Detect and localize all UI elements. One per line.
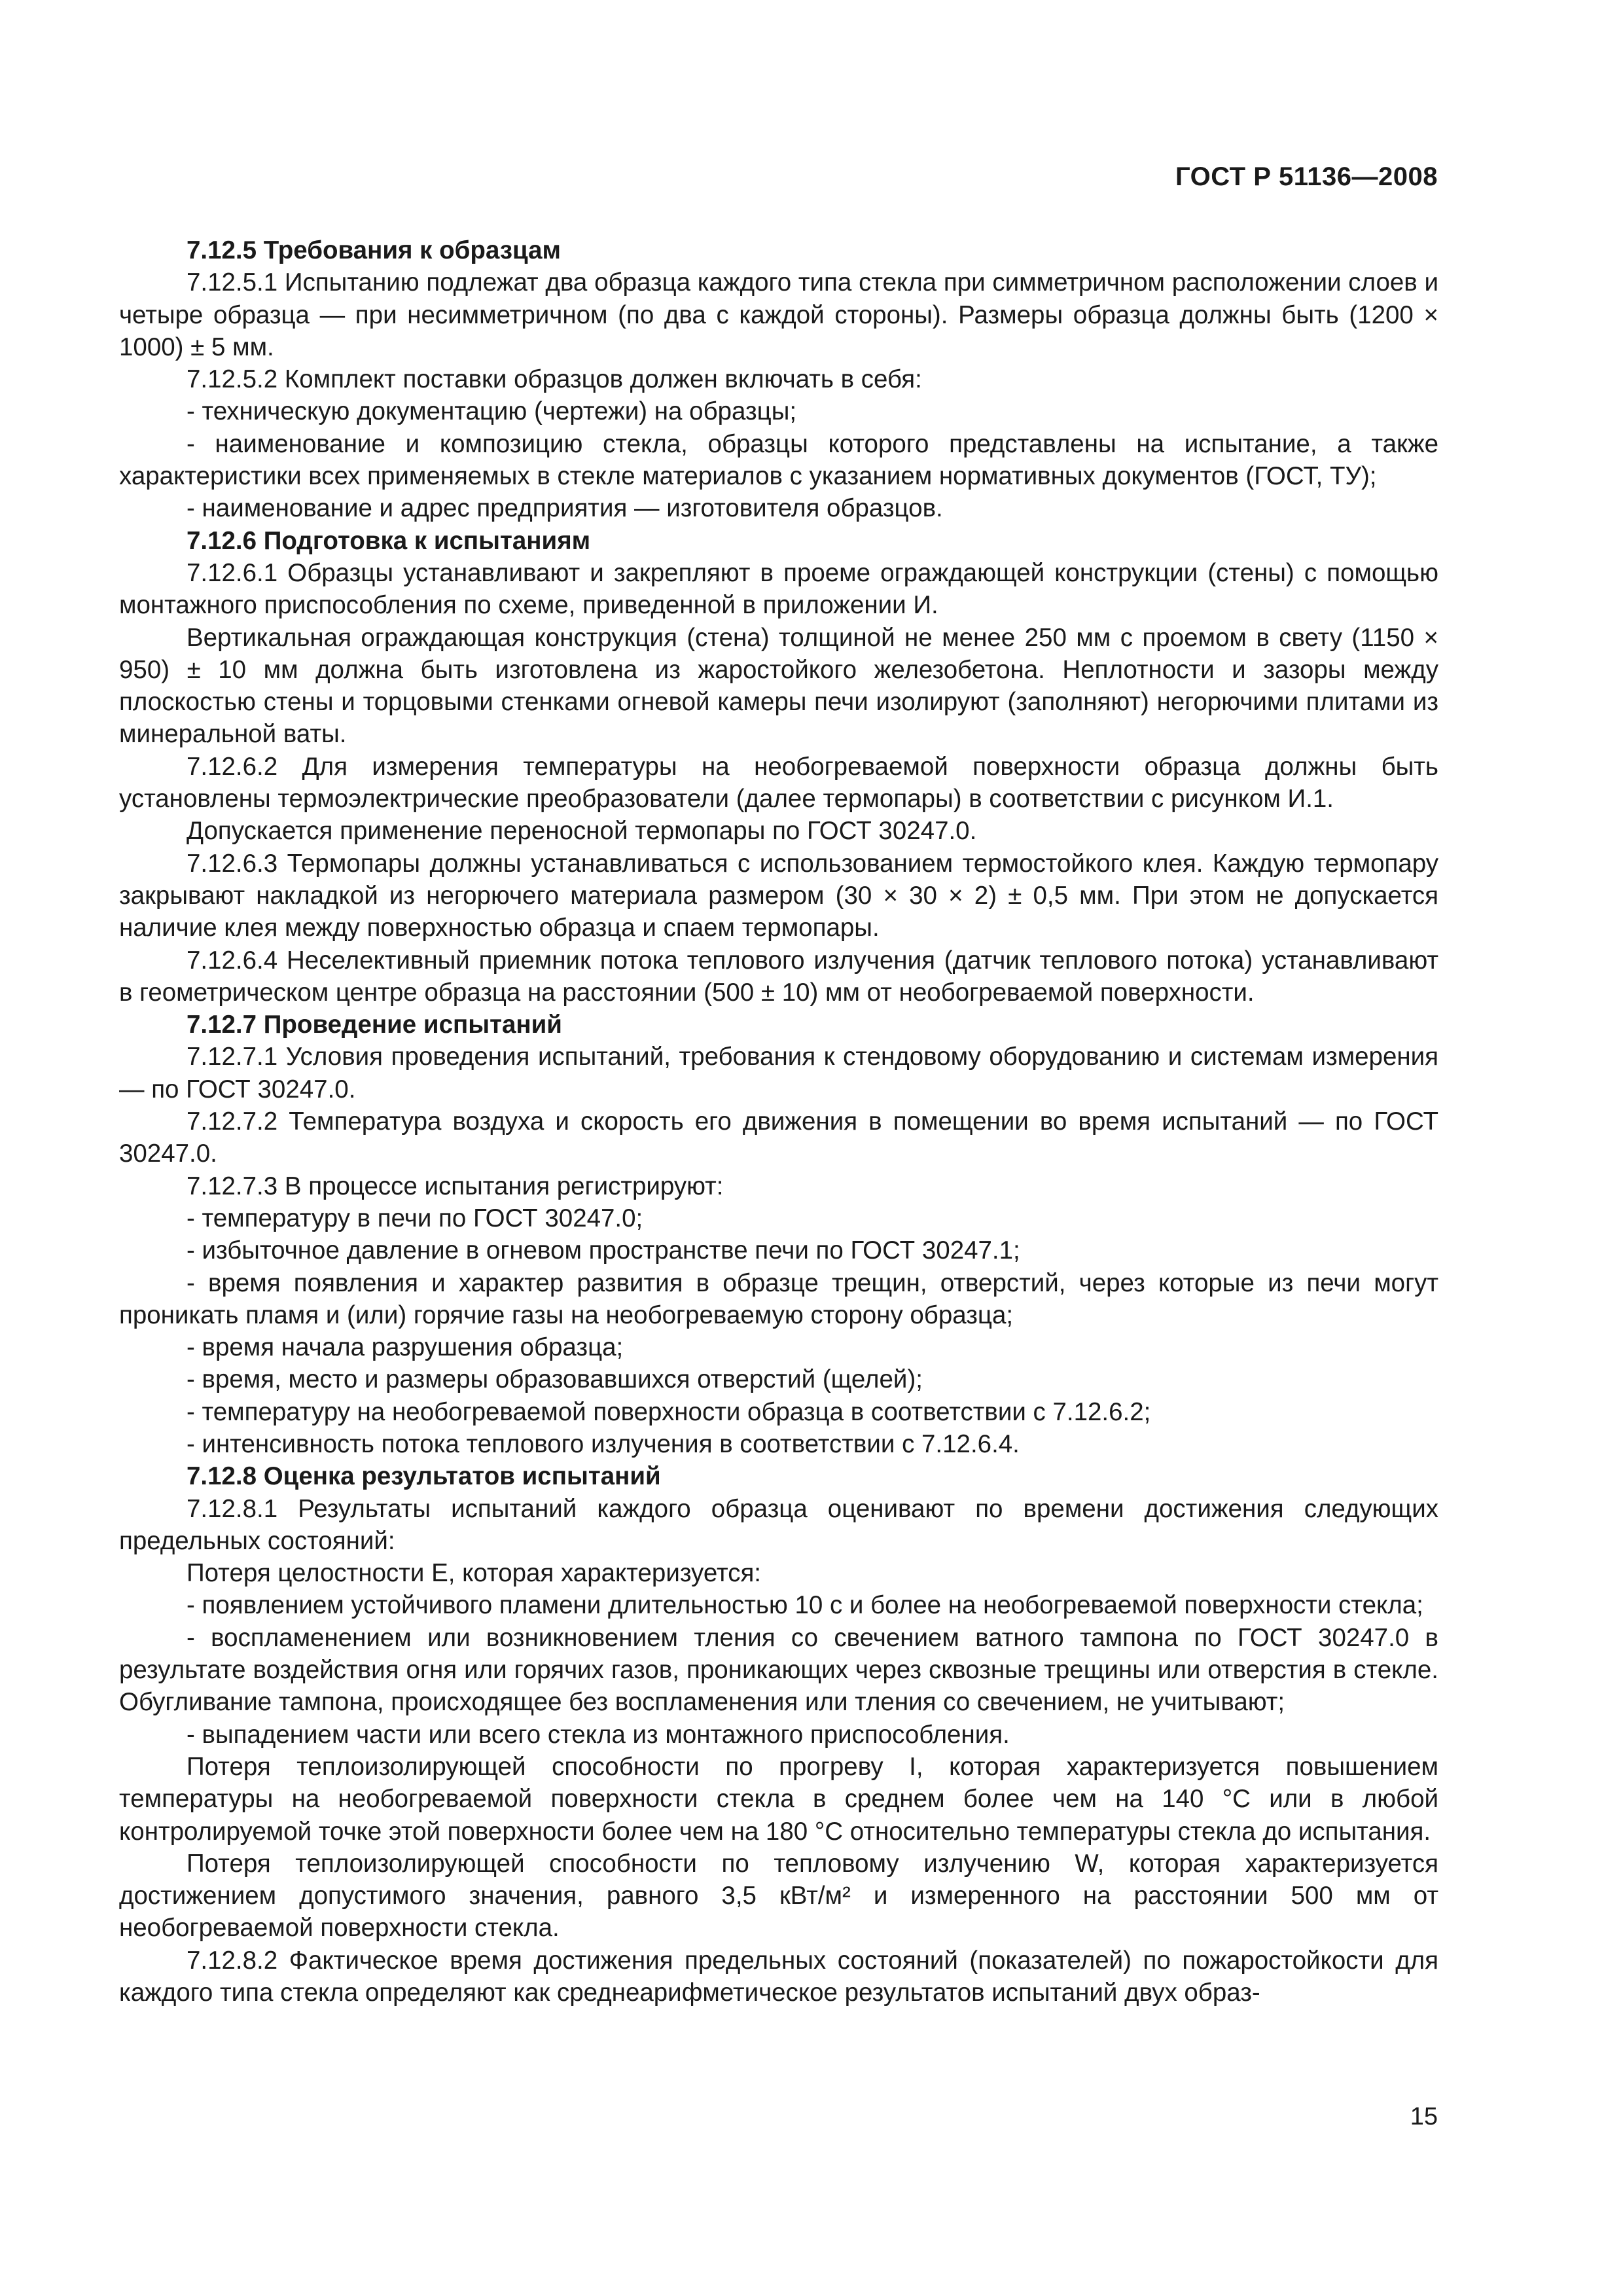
paragraph: 7.12.6.1 Образцы устанавливают и закрепляют в проеме ограждающей конструкции (стены) с помощью монтажного приспособления по схеме, приведенной в приложении И. (119, 558, 1438, 620)
list-item: - время появления и характер развития в образце трещин, отверстий, через которые из печи могут проникать пламя и (или) горячие газы на необогреваемую сторону образца; (119, 1268, 1438, 1329)
list-item: - техническую документацию (чертежи) на образцы; (187, 397, 797, 426)
list-item: - выпадением части или всего стекла из монтажного приспособления. (187, 1720, 1010, 1749)
list-item: - появлением устойчивого пламени длительностью 10 с и более на необогреваемой поверхности стекла; (187, 1591, 1423, 1620)
paragraph: Допускается применение переносной термопары по ГОСТ 30247.0. (187, 817, 977, 846)
paragraph: 7.12.5.1 Испытанию подлежат два образца каждого типа стекла при симметричном расположении слоев и четыре образца — при несимметричном (по два с каждой стороны). Размеры образца должны быть (1200 × 1000) ± 5 мм. (119, 268, 1438, 361)
paragraph: 7.12.6.3 Термопары должны устанавливаться с использованием термостойкого клея. Каждую термопару закрывают накладкой из негорючего материала размером (30 × 30 × 2) ± 0,5 мм. При этом не допускается наличие клея между поверхностью образца и спаем термопары. (119, 849, 1438, 942)
paragraph: Потеря теплоизолирующей способности по тепловому излучению W, которая характеризуется достижением допустимого значения, равного 3,5 кВт/м² и измеренного на расстоянии 500 мм от необогреваемой поверхности стекла. (119, 1849, 1438, 1943)
page-number: 15 (1410, 2103, 1438, 2130)
section-heading: 7.12.6 Подготовка к испытаниям (187, 526, 591, 555)
list-item: - интенсивность потока теплового излучения в соответствии с 7.12.6.4. (187, 1429, 1020, 1458)
paragraph: 7.12.6.2 Для измерения температуры на необогреваемой поверхности образца должны быть установлены термоэлектрические преобразователи (далее термопары) в соответствии с рисунком И.1. (119, 752, 1438, 814)
list-item: - температуру на необогреваемой поверхности образца в соответствии с 7.12.6.2; (187, 1397, 1151, 1426)
paragraph: Вертикальная ограждающая конструкция (стена) толщиной не менее 250 мм с проемом в свету (1150 × 950) ± 10 мм должна быть изготовлена из жаростойкого железобетона. Неплотности и зазоры между плоскостью стены и торцовыми стенками огневой камеры печи изолируют (заполняют) негорючими плитами из минеральной ваты. (119, 623, 1438, 749)
document-body (119, 234, 1438, 2009)
paragraph: 7.12.8.1 Результаты испытаний каждого образца оценивают по времени достижения следующих предельных состояний: (119, 1494, 1438, 1555)
list-item: - температуру в печи по ГОСТ 30247.0; (187, 1204, 643, 1232)
paragraph: 7.12.6.4 Неселективный приемник потока теплового излучения (датчик теплового потока) устанавливают в геометрическом центре образца на расстоянии (500 ± 10) мм от необогреваемой поверхности. (119, 946, 1438, 1007)
paragraph: 7.12.8.2 Фактическое время достижения предельных состояний (показателей) по пожаростойкости для каждого типа стекла определяют как среднеарифметическое результатов испытаний двух образ- (119, 1946, 1438, 2007)
list-item: - избыточное давление в огневом пространстве печи по ГОСТ 30247.1; (187, 1236, 1020, 1265)
section-heading: 7.12.8 Оценка результатов испытаний (187, 1462, 661, 1491)
paragraph: 7.12.7.2 Температура воздуха и скорость его движения в помещении во время испытаний — по ГОСТ 30247.0. (119, 1107, 1438, 1168)
paragraph: 7.12.7.1 Условия проведения испытаний, требования к стендовому оборудованию и системам измерения — по ГОСТ 30247.0. (119, 1043, 1438, 1103)
paragraph: Потеря теплоизолирующей способности по прогреву I, которая характеризуется повышением температуры на необогреваемой поверхности стекла в среднем более чем на 140 °С или в любой контролируемой точке этой поверхности более чем на 180 °С относительно температуры стекла до испытания. (119, 1752, 1438, 1846)
section-heading: 7.12.5 Требования к образцам (187, 236, 561, 264)
section-heading: 7.12.7 Проведение испытаний (187, 1011, 562, 1039)
list-item: - время, место и размеры образовавшихся отверстий (щелей); (187, 1365, 923, 1394)
paragraph: 7.12.7.3 В процессе испытания регистрируют: (187, 1172, 724, 1200)
paragraph: 7.12.5.2 Комплект поставки образцов должен включать в себя: (187, 365, 922, 394)
paragraph: Потеря целостности E, которая характеризуется: (187, 1559, 761, 1588)
document-code: ГОСТ Р 51136—2008 (1175, 162, 1438, 191)
list-item: - наименование и адрес предприятия — изготовителя образцов. (187, 494, 943, 523)
list-item: - время начала разрушения образца; (187, 1333, 624, 1362)
list-item: - воспламенением или возникновением тления со свечением ватного тампона по ГОСТ 30247.0 в результате воздействия огня или горячих газов, проникающих через сквозные трещины или отверстия в стекле. Обугливание тампона, происходящее без воспламенения или тления со свечением, не учитывают; (119, 1623, 1438, 1717)
list-item: - наименование и композицию стекла, образцы которого представлены на испытание, а также характеристики всех применяемых в стекле материалов с указанием нормативных документов (ГОСТ, ТУ); (119, 429, 1438, 491)
